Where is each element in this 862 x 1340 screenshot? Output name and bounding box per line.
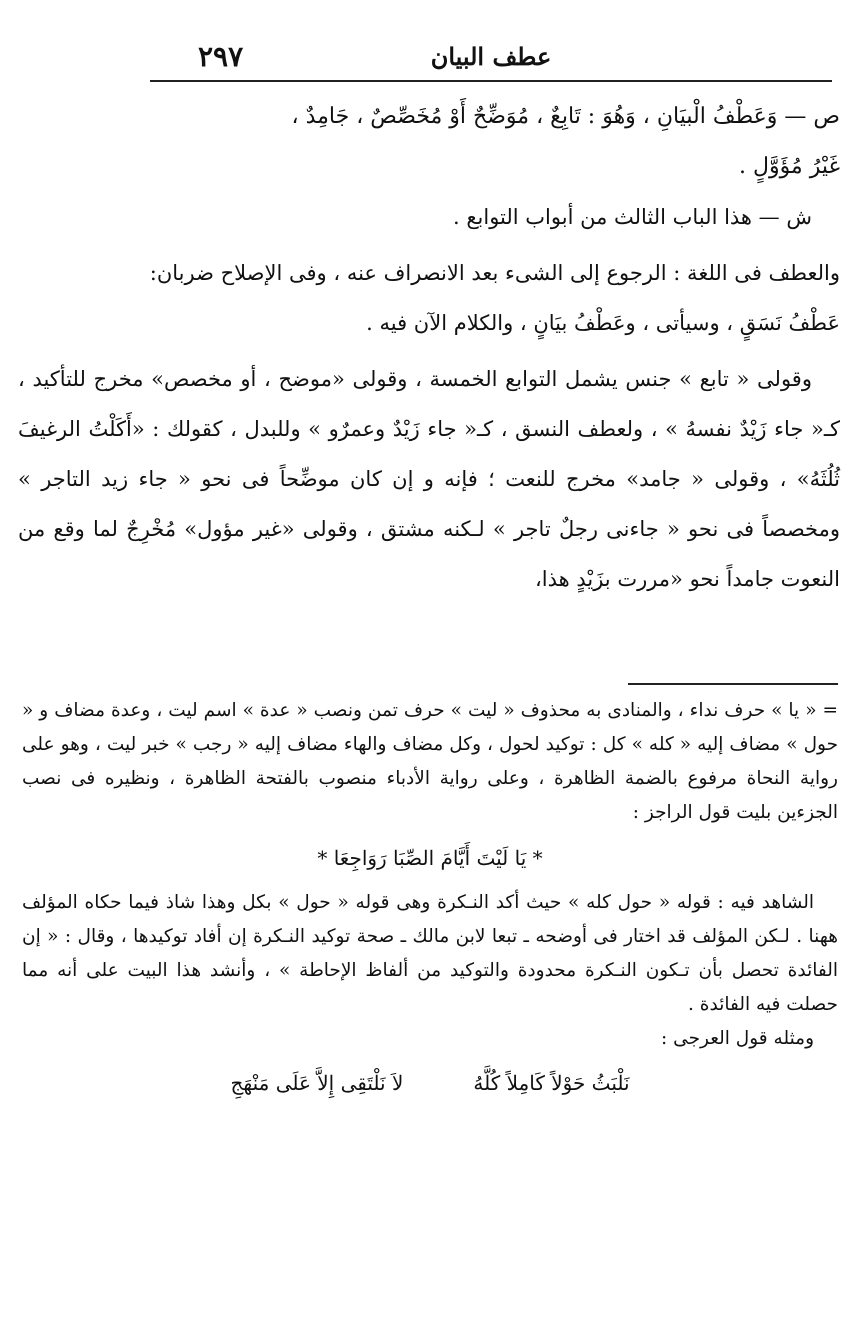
footnote-para-2: الشاهد فيه : قوله « حول كله » حيث أكد النـكرة وهى قوله « حول » بكل وهذا شاذ فيما حكاه المؤلف ههنا . لـكن المؤلف قد اختار فى أوضحه ـ تبعا لابن مالك ـ صحة توكيد النـكرة إن أفاد توكيدها ، وقال : « إن الفائدة تحصل بأن تـكون النـكرة محدودة والتوكيد من ألفاظ الإحاطة » ، وأنشد هذا البيت على أنه مما حصلت فيه الفائدة .	[22, 892, 838, 1015]
para-1-line-1: والعطف فى اللغة : الرجوع إلى الشىء بعد الانصراف عنه ، وفى الإصلاح ضربان:	[149, 261, 840, 285]
main-text	[18, 92, 840, 604]
verse-2	[22, 1058, 838, 1108]
sharh-intro: ش — هذا الباب الثالث من أبواب التوابع .	[452, 205, 812, 229]
example-intro: ومثله قول العرجى :	[661, 1028, 814, 1049]
verse-1: * يَا لَيْتَ أَيَّامَ الصِّبَا رَوَاجِعَا *	[317, 846, 543, 870]
matn-line-2: غَيْرُ مُؤَوَّلٍ .	[738, 154, 840, 179]
verse-2-hemistich-2: لاَ نَلْتَقِى إِلاَّ عَلَى مَنْهَجِ	[230, 1071, 404, 1095]
verse-2-hemistich-1: نَلْبَثُ حَوْلاً كَامِلاً كُلَّهُ	[473, 1071, 630, 1095]
matn-line-1: ص — وَعَطْفُ الْبيَانِ ، وَهُوَ : تَابِعٌ ، مُوَضِّحٌ أَوْ مُخَصِّصٌ ، جَامِدٌ ،	[291, 104, 840, 129]
para-1-line-2: عَطْفُ نَسَقٍ ، وسيأتى ، وعَطْفُ بيَانٍ ، والكلام الآن فيه .	[366, 311, 840, 335]
footnote-para-1: = « يا » حرف نداء ، والمنادى به محذوف « ليت » حرف تمن ونصب « عدة » اسم ليت ، وعدة مضاف و « حول » مضاف إليه « كله » كل : توكيد لحول ، وكل مضاف والهاء مضاف إليه « رجب » خبر ليت ، وهو على رواية النحاة مرفوع بالضمة الظاهرة ، وعلى رواية الأدباء منصوب بالفتحة الظاهرة ، ونظيره فى نصب الجزءين بليت قول الراجز :	[22, 700, 838, 823]
page-header	[150, 36, 832, 80]
running-title: عطف البيان	[430, 42, 552, 71]
page-number: ٢٩٧	[198, 40, 244, 73]
header-rule	[150, 80, 832, 82]
para-2: وقولى « تابع » جنس يشمل التوابع الخمسة ، وقولى «موضح ، أو مخصص» مخرج للتأكيد ، كـ« جاء زَيْدٌ نفسهُ » ، ولعطف النسق ، كـ« جاء زَيْدٌ وعمرٌو » وللبدل ، كقولك : «أَكَلْتُ الرغيفَ ثُلُثَهُ» ، وقولى « جامد» مخرج للنعت ؛ فإنه و إن كان موضِّحاً فى نحو « جاء زيد التاجر » ومخصصاً فى نحو « جاءنى رجلٌ تاجر » لـكنه مشتق ، وقولى «غير مؤول» مُخْرِجٌ لما وقع من النعوت جامداً نحو «مررت بزَيْدٍ هذا،	[18, 367, 841, 591]
footnotes	[22, 694, 838, 1108]
footnote-rule	[628, 683, 838, 685]
